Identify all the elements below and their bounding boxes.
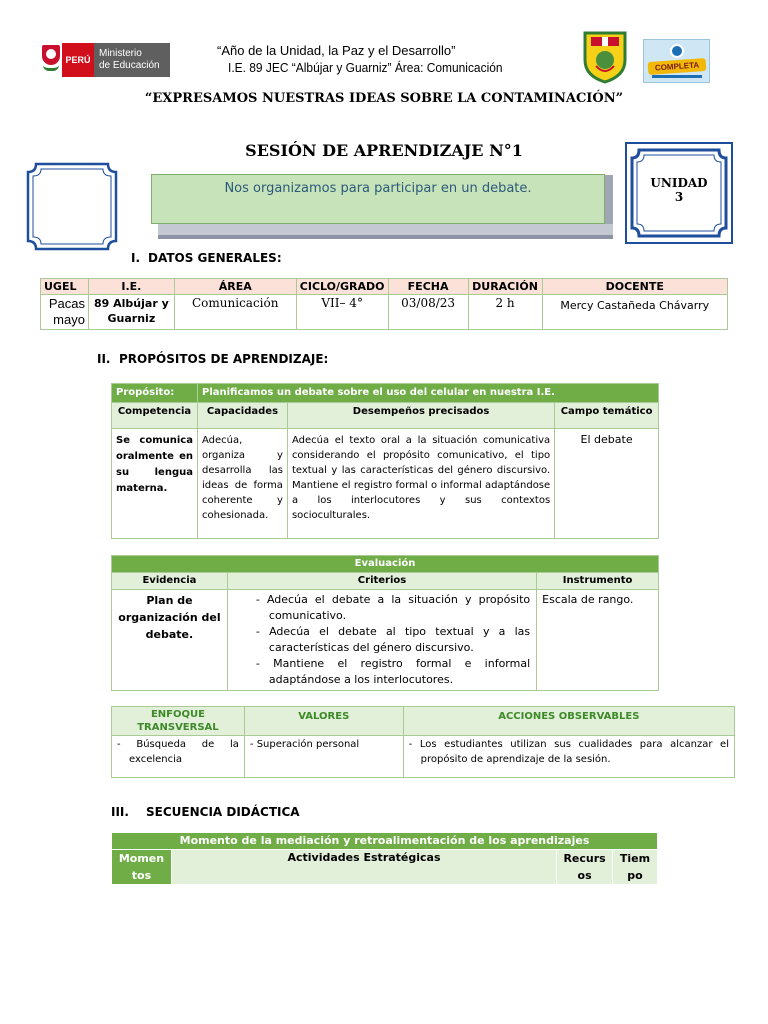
section-2-title: PROPÓSITOS DE APRENDIZAJE: bbox=[119, 352, 329, 366]
minedu-logo bbox=[40, 43, 170, 77]
secuencia-title-row bbox=[112, 833, 658, 850]
enfoque-table bbox=[111, 706, 735, 778]
evaluacion-table bbox=[111, 555, 659, 691]
ugel-value: Pacasmayo bbox=[41, 295, 89, 330]
acciones-value: - Los estudiantes utilizan sus cualidades para alcanzar el propósito de aprendizaje de la sesión. bbox=[403, 736, 734, 778]
header-desempenos: Desempeños precisados bbox=[287, 403, 554, 429]
duracion-value: 2 h bbox=[468, 295, 542, 330]
table-row bbox=[112, 736, 735, 778]
jec-logo bbox=[643, 39, 710, 83]
evaluacion-header-row bbox=[112, 573, 659, 590]
competencia-value: Se comunica oralmente en su lengua materna. bbox=[112, 429, 198, 539]
banner-shadow-bottom bbox=[158, 224, 613, 239]
propositos-header-row bbox=[112, 403, 659, 429]
list-item: - Mantiene el registro formal e informal adaptándose a los interlocutores. bbox=[255, 657, 531, 686]
valores-value: - Superación personal bbox=[244, 736, 403, 778]
header-campo: Campo temático bbox=[555, 403, 659, 429]
header-capacidades: Capacidades bbox=[197, 403, 287, 429]
session-banner-text: Nos organizamos para participar en un debate. bbox=[224, 181, 532, 196]
header-instrumento: Instrumento bbox=[537, 573, 659, 590]
section-3-title: SECUENCIA DIDÁCTICA bbox=[146, 805, 300, 819]
area-value: Comunicación bbox=[174, 295, 296, 330]
jec-clock-icon bbox=[670, 44, 684, 58]
header-fecha: FECHA bbox=[388, 279, 468, 295]
table-row bbox=[41, 295, 728, 330]
datos-generales-table bbox=[40, 278, 728, 330]
desempenos-value: Adecúa el texto oral a la situación comunicativa considerando el propósito comunicativo, el tipo textual y las características del género discursivo. Mantiene el registro formal o informal adaptándose a los interlocutores y sus contextos socioculturales. bbox=[287, 429, 554, 539]
propositos-table bbox=[111, 383, 659, 539]
secuencia-header-row bbox=[112, 850, 658, 885]
evaluacion-title: Evaluación bbox=[112, 556, 659, 573]
header-recursos: Recurs os bbox=[557, 850, 613, 885]
ciclo-value: VII– 4° bbox=[296, 295, 388, 330]
secuencia-title: Momento de la mediación y retroalimentación de los aprendizajes bbox=[112, 833, 658, 850]
header-valores: VALORES bbox=[244, 707, 403, 736]
header-docente: DOCENTE bbox=[542, 279, 727, 295]
enfoque-header-row bbox=[112, 707, 735, 736]
enfoque-value: - Búsqueda de la excelencia bbox=[112, 736, 245, 778]
header-actividades: Actividades Estratégicas bbox=[171, 850, 556, 885]
header-evidencia: Evidencia bbox=[112, 573, 228, 590]
evidencia-value: Plan de organización del debate. bbox=[112, 590, 228, 691]
criterios-cell bbox=[227, 590, 536, 691]
fecha-value: 03/08/23 bbox=[388, 295, 468, 330]
header-ugel: UGEL bbox=[41, 279, 89, 295]
unidad-label: UNIDAD 3 bbox=[650, 176, 708, 204]
list-item: - Adecúa el debate a la situación y propósito comunicativo. bbox=[255, 593, 531, 622]
list-item: - Adecúa el debate al tipo textual y a las características del género discursivo. bbox=[255, 625, 531, 654]
header-criterios: Criterios bbox=[227, 573, 536, 590]
campo-value: El debate bbox=[555, 429, 659, 539]
school-crest-icon bbox=[582, 30, 628, 84]
school-line: I.E. 89 JEC “Albújar y Guarniz” Área: Comunicación bbox=[228, 60, 503, 75]
session-title: SESIÓN DE APRENDIZAJE N°1 bbox=[245, 141, 523, 160]
header-acciones: ACCIONES OBSERVABLES bbox=[403, 707, 734, 736]
header-ie: I.E. bbox=[88, 279, 174, 295]
header-competencia: Competencia bbox=[112, 403, 198, 429]
header-ciclo: CICLO/GRADO bbox=[296, 279, 388, 295]
peru-label: PERÚ bbox=[62, 43, 94, 77]
instrumento-value: Escala de rango. bbox=[537, 590, 659, 691]
header-duracion: DURACIÓN bbox=[468, 279, 542, 295]
secuencia-table bbox=[111, 832, 658, 885]
table-row bbox=[112, 590, 659, 691]
jec-logo-text: COMPLETA bbox=[648, 58, 707, 75]
header-momentos: Momen tos bbox=[112, 850, 172, 885]
table-header-row bbox=[41, 279, 728, 295]
header-tiempo: Tiem po bbox=[613, 850, 658, 885]
proposito-row bbox=[112, 384, 659, 403]
section-2-number: II. bbox=[97, 352, 111, 366]
capacidades-value: Adecúa, organiza y desarrolla las ideas de forma coherente y cohesionada. bbox=[197, 429, 287, 539]
section-1-title: DATOS GENERALES: bbox=[148, 251, 282, 265]
proposito-text: Planificamos un debate sobre el uso del celular en nuestra I.E. bbox=[197, 384, 658, 403]
year-motto: “Año de la Unidad, la Paz y el Desarrollo” bbox=[217, 43, 456, 58]
table-row bbox=[112, 429, 659, 539]
ie-value: 89 Albújar y Guarniz bbox=[88, 295, 174, 330]
section-1-number: I. bbox=[131, 251, 141, 265]
docente-value: Mercy Castañeda Chávarry bbox=[542, 295, 727, 330]
proposito-label: Propósito: bbox=[112, 384, 198, 403]
ministry-label: Ministerio de Educación bbox=[94, 43, 170, 77]
document-title: “EXPRESAMOS NUESTRAS IDEAS SOBRE LA CONTAMINACIÓN” bbox=[144, 91, 624, 106]
decorative-frame-left bbox=[26, 162, 118, 251]
header-area: ÁREA bbox=[174, 279, 296, 295]
section-3-number: III. bbox=[111, 805, 129, 819]
peru-coat-of-arms-icon bbox=[40, 43, 62, 77]
header-enfoque: ENFOQUE TRANSVERSAL bbox=[112, 707, 245, 736]
evaluacion-title-row bbox=[112, 556, 659, 573]
criterios-list bbox=[256, 592, 530, 688]
